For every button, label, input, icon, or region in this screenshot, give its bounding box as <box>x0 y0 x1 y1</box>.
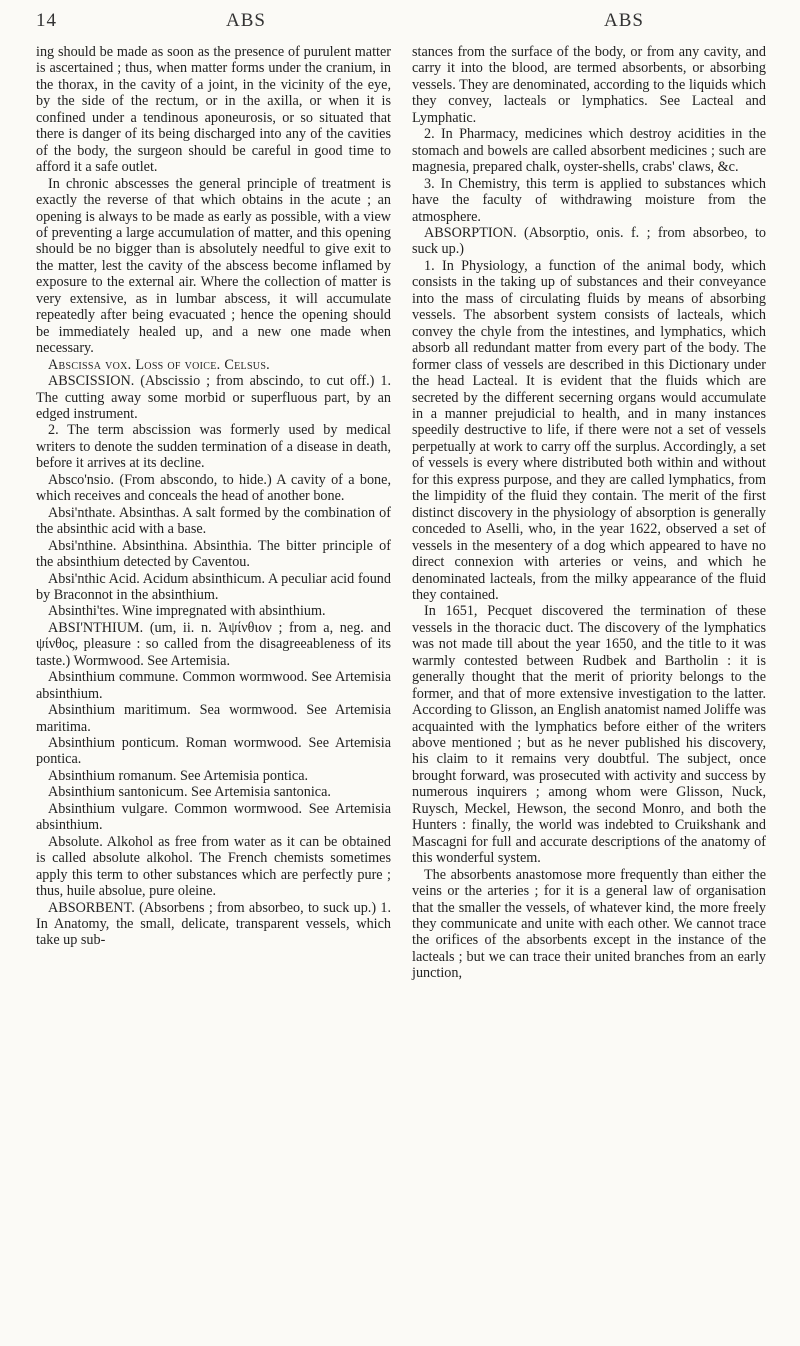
entry-absorbent: ABSORBENT. (Absorbens ; from absorbeo, to suck up.) 1. In Anatomy, the small, delicate, transparent vessels, which take up sub- <box>36 899 391 949</box>
entry-absinthic-acid: Absi'nthic Acid. Acidum absinthicum. A peculiar acid found by Braconnot in the absinthium. <box>36 570 391 603</box>
running-head-left: ABS <box>226 10 266 31</box>
paragraph: 2. The term abscission was formerly used by medical writers to denote the sudden termination of a disease in death, before it arrives at its decline. <box>36 422 391 472</box>
entry-absinthine: Absi'nthine. Absinthina. Absinthia. The bitter principle of the absinthium detected by Caventou. <box>36 537 391 571</box>
entry-absinthium-ponticum: Absinthium ponticum. Roman wormwood. See Artemisia pontica. <box>36 735 391 768</box>
paragraph: The absorbents anastomose more frequently than either the veins or the arteries ; for it is a general law of organisation that the smaller the vessels, of whatever kind, the more freely they communicate and unite with each other. We cannot trace the orifices of the absorbents except in the instance of the lacteals ; but we can trace their united branches from an early junction, <box>412 866 766 982</box>
entry-absinthium-santonicum: Absinthium santonicum. See Artemisia santonica. <box>48 784 331 801</box>
entry-absinthium-maritimum: Absinthium maritimum. Sea wormwood. See Artemisia maritima. <box>36 702 391 735</box>
entry-absinthate: Absi'nthate. Absinthas. A salt formed by the combination of the absinthic acid with a base. <box>36 504 391 538</box>
entry-absinthium-vulgare: Absinthium vulgare. Common wormwood. See Artemisia absinthium. <box>36 800 391 834</box>
entry-absorption: ABSORPTION. (Absorptio, onis. f. ; from absorbeo, to suck up.) <box>412 224 766 258</box>
entry-absolute: Absolute. Alkohol as free from water as it can be obtained is called absolute alkohol. The French chemists sometimes apply this term to other substances which are perfectly pure ; thus, huile absolue, pure oleine. <box>36 833 391 900</box>
running-header <box>36 10 772 40</box>
paragraph: ing should be made as soon as the presence of purulent matter is ascertained ; thus, when matter forms under the cranium, in the thorax, in the cavity of a joint, in the vicinity of the eye, by the side of the rectum, or in the axilla, or when it is confined under a tendinous aponeurosis, or so situated that there is danger of its being discharged into any of the cavities of the body, the surgeon should be careful in good time to afford it a safe outlet. <box>36 44 391 176</box>
entry-absinthium-commune: Absinthium commune. Common wormwood. See Artemisia absinthium. <box>36 669 391 702</box>
paragraph: In 1651, Pecquet discovered the termination of these vessels in the thoracic duct. The discovery of the lymphatics was not made till about the year 1650, and the title to it was warmly contested between Rudbek and Bartholin : it is generally thought that the merit of priority belongs to the former, and that of more extensive investigation to the latter. According to Glisson, an English anatomist named Joliffe was acquainted with the lymphatics before either of the writers above mentioned ; but as he never published his discovery, his claim to it remains very doubtful. The subject, once brought forward, was prosecuted with activity and success by numerous inquirers ; among whom were Glisson, Nuck, Ruysch, Meckel, Hewson, the second Monro, and both the Hunters : finally, the world was indebted to Cruikshank and Mascagni for full and accurate descriptions of the anatomy of this wonderful system. <box>412 603 766 867</box>
paragraph: In chronic abscesses the general principle of treatment is exactly the reverse of that which obtains in the acute ; an opening is always to be made as early as possible, with a view of preventing a large accumulation of matter, and this opening should be no bigger than is absolutely needful to give exit to the matter, lest the cavity of the abscess become inflamed by exposure to the external air. Where the collection of matter is very extensive, as in lumbar abscess, it will accumulate repeatedly after being evacuated ; hence the opening should be immediately healed up, and a new one made when necessary. <box>36 175 391 357</box>
entry-absinthites: Absinthi'tes. Wine impregnated with absinthium. <box>48 603 326 620</box>
right-column <box>412 44 766 982</box>
paragraph: stances from the surface of the body, or from any cavity, and carry it into the blood, are termed absorbents, or absorbing vessels. They are denominated, according to the liquids which they convey, lacteals or lymphatics. See Lacteal and Lymphatic. <box>412 44 766 126</box>
entry-absinthium-romanum: Absinthium romanum. See Artemisia pontica. <box>48 767 309 784</box>
paragraph: 3. In Chemistry, this term is applied to substances which have the faculty of withdrawing moisture from the atmosphere. <box>412 175 766 225</box>
entry-abscissa-vox: Abscissa vox. Loss of voice. Celsus. <box>48 356 271 373</box>
page-number: 14 <box>36 10 57 31</box>
entry-absconsio: Absco'nsio. (From abscondo, to hide.) A cavity of a bone, which receives and conceals the head of another bone. <box>36 471 391 505</box>
entry-abscission: ABSCISSION. (Abscissio ; from abscindo, to cut off.) 1. The cutting away some morbid or superfluous part, by an edged instrument. <box>36 373 391 422</box>
entry-absinthium: ABSI'NTHIUM. (um, ii. n. Ἀψίνθιον ; from a, neg. and ψίνθος, pleasure : so called from the disagreeableness of its taste.) Wormwood. See Artemisia. <box>36 619 391 669</box>
left-column <box>36 44 391 949</box>
paragraph: 1. In Physiology, a function of the animal body, which consists in the taking up of substances and their conveyance into the mass of circulating fluids by means of absorbing vessels. The absorbent system consists of lacteals, which convey the chyle from the intestines, and lymphatics, which absorb all redundant matter from every part of the body. The former class of vessels are described in this Dictionary under the head Lacteal. It is evident that the fluids which are secreted by the different secerning organs would accumulate in a manner prejudicial to health, and in many instances speedily destructive to life, if there were not a set of vessels perpetually at work to carry off the surplus. Accordingly, a set of vessels is every where distributed both within and without for this express purpose, and they are called lymphatics, from the limpidity of the fluid they contain. The merit of the first distinct discovery in the physiology of absorption is generally conceded to Aselli, who, in the year 1622, observed a set of vessels in the mesentery of a dog which appeared to have no direct connexion with arteries or veins, and which he denominated lacteals, from the milky appearance of the fluid they contained. <box>412 257 766 603</box>
paragraph: 2. In Pharmacy, medicines which destroy acidities in the stomach and bowels are called absorbent medicines ; such are magnesia, prepared chalk, oyster-shells, crabs' claws, &c. <box>412 126 766 176</box>
running-head-right: ABS <box>604 10 644 31</box>
